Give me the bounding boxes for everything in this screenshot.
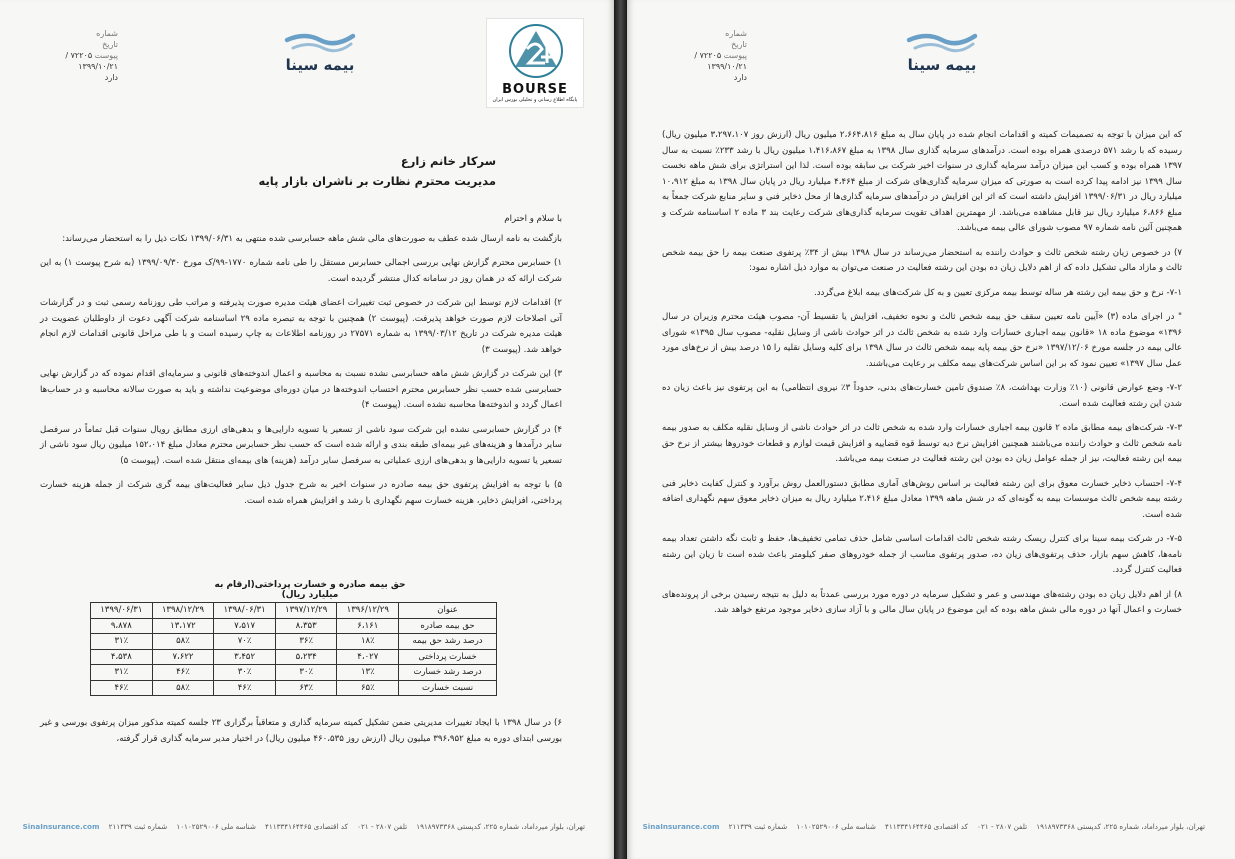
attachment-label: پیوست — [94, 51, 118, 60]
table-header-cell: عنوان — [399, 603, 497, 619]
letter-footer-right — [642, 822, 1205, 831]
bourse-subtitle: پایگاه اطلاع رسانی و تحلیلی بورس ایران — [492, 97, 578, 103]
table-cell: نسبت خسارت — [399, 680, 497, 696]
table-header-cell: ۱۳۹۹/۰۶/۳۱ — [91, 603, 153, 619]
table-cell: ۷،۵۱۷ — [214, 618, 276, 634]
footer-national-id: شناسه ملی ۱۰۱۰۲۵۲۹۰۰۶ — [176, 822, 256, 831]
letter-body-right — [662, 128, 1182, 628]
item-1: ۱) حسابرس محترم گزارش نهایی بررسی اجمالی حسابرس مستقل را طی نامه شماره ۱۷۷۰-۹۹/ک مورخ ۱۳۹۹/۰۹/۳۰ (به شرح پیوست ۱) به این شرکت ارائه که در همان روز در سامانه کدال منتشر گردیده است. — [40, 258, 563, 284]
table-cell: ۵۸٪ — [152, 680, 214, 696]
attachment-row — [58, 50, 118, 61]
footer-econ-code: کد اقتصادی ۴۱۱۳۳۴۱۶۴۴۶۵ — [264, 822, 348, 831]
footer-reg-no: شماره ثبت ۲۱۱۴۳۹ — [728, 822, 788, 831]
table-cell: ۷۰٪ — [214, 634, 276, 650]
table-cell: ۶۵٪ — [337, 680, 399, 696]
item-7-2: ۷-۲- وضع عوارض قانونی (۱۰٪ وزارت بهداشت، ۸٪ صندوق تامین خسارت‌های بدنی، حدوداً ۳٪ نیروی انتظامی) به این پرتفوی نیز باعث زیان ده شدن این رشته فعالیت شده است. — [662, 383, 1183, 409]
item-8: ۸) از اهم دلایل زیان ده بودن رشته‌های مهندسی و عمر و تشکیل سرمایه در دوره مورد بررسی عمدتاً به دلیل به نتیجه رسیدن برخی از پرونده‌های خسارت و اعمال آنها در دوره مالی شش ماهه بوده که این موضوع در پایان سال مالی و با آزاد سازی ذخایر موجود مرتفع خواهد شد. — [662, 589, 1182, 615]
item-7-1: ۷-۱- نرخ و حق بیمه این رشته هر ساله توسط بیمه مرکزی تعیین و به کل شرکت‌های بیمه ابلاغ می‌گردد. — [813, 287, 1182, 298]
table-header-cell: ۱۳۹۸/۱۲/۲۹ — [152, 603, 214, 619]
letter-page-left — [0, 0, 614, 859]
sina-insurance-logo — [887, 26, 997, 76]
table-cell: ۴،۵۳۸ — [91, 649, 153, 665]
item-3: ۳) این شرکت در گزارش شش ماهه حسابرسی نشده نسبت به محاسبه و اعمال اندوخته‌های قانونی و سرمایه‌ای اقدام نموده که در گزارش نهایی حسابرسی شده حسب نظر حسابرس محترم احتساب اندوخته‌ها در میان دوره‌ای موضوعیت نداشته و باید به صورت سالانه محاسبه و در حساب‌ها اعمال گردد و اندوخته‌ها محاسبه نشده است. (پیوست ۴) — [40, 369, 562, 410]
letter-meta — [58, 28, 118, 83]
item-6: ۶) در سال ۱۳۹۸ با ایجاد تغییرات مدیریتی ضمن تشکیل کمیته سرمایه گذاری و متعاقباً برگزاری ۲۳ جلسه کمیته مذکور میزان پرتفوی بورسی و غیر بورسی ابتدای دوره به مبلغ ۳۹۶،۹۵۲ میلیون ریال (ارزش روز ۴۶۰،۵۳۵ میلیون ریال) در اختیار مدیر سرمایه گذاری قرار گرفته، — [40, 718, 562, 744]
attachment-label: پیوست — [723, 51, 747, 60]
table-cell: ۳۰٪ — [275, 665, 337, 681]
number-label: شماره — [725, 29, 747, 38]
item-7: ۷) در خصوص زیان رشته شخص ثالث و حوادث راننده به استحضار می‌رساند در سال ۱۳۹۸ بیش از ۳۴٪ پرتفوی صنعت بیمه را حق بیمه شخص ثالث و مازاد مالی تشکیل داده که از اهم دلایل زیان ده بودن این رشته فعالیت در صنعت می‌توان به موارد ذیل اشاره نمود: — [662, 247, 1182, 273]
table-cell: ۳۰٪ — [214, 665, 276, 681]
table-cell: حق بیمه صادره — [399, 618, 497, 634]
table-cell: ۱۸٪ — [337, 634, 399, 650]
addressee-dept: مدیریت محترم نظارت بر ناشران بازار پایه — [258, 174, 496, 188]
greeting: با سلام و احترام — [504, 214, 562, 224]
letter-footer-left — [22, 822, 585, 831]
table-title: حق بیمه صادره و خسارت پرداختی(ارقام به میلیارد ریال) — [214, 580, 406, 600]
number-label: شماره — [96, 29, 118, 38]
table-row — [91, 649, 497, 665]
addressee-name: سرکار خانم زارع — [400, 154, 496, 168]
item-7-5: ۷-۵- در شرکت بیمه سینا برای کنترل ریسک رشته شخص ثالث اقدامات اساسی شامل حذف تمامی تخفیف‌ها، حفظ و ثابت نگه داشتن تعداد بیمه نامه‌ها، کاهش سهم بازار، حذف پرتفوی‌های زیان ده، صدور پرتفوی مناسب از جمله خودروهای صفر کیلومتر باعث شده است تا زیان این رشته فعالیت کنترل گردد. — [662, 534, 1182, 575]
bourse-word: BOURSE — [502, 82, 568, 97]
table-cell: درصد رشد حق بیمه — [399, 634, 497, 650]
footer-address: تهران، بلوار میرداماد، شماره ۲۲۵، کدپستی ۱۹۱۸۹۷۳۳۶۸ — [1036, 822, 1205, 831]
table-cell: ۷،۶۲۲ — [152, 649, 214, 665]
attachment-row — [687, 50, 747, 61]
table-cell: ۹،۸۷۸ — [91, 618, 153, 634]
table-cell: ۳۱٪ — [91, 665, 153, 681]
table-cell: ۱۳٪ — [337, 665, 399, 681]
table-row — [91, 665, 497, 681]
date-label: تاریخ — [731, 40, 747, 49]
footer-phone: تلفن ۲۸۰۷ - ۰۲۱ — [357, 822, 408, 831]
table-cell: خسارت پرداختی — [399, 649, 497, 665]
item-5: ۵) با توجه به افزایش پرتفوی حق بیمه صادره در سنوات اخیر به شرح جدول ذیل سایر فعالیت‌های بیمه گری شرکت از جمله هزینه خسارت پرداختی، افزایش ذخایر، هزینه خسارت سهم نگهداری با رشد و افزایش همراه شده است. — [40, 480, 562, 506]
footer-address: تهران، بلوار میرداماد، شماره ۲۲۵، کدپستی ۱۹۱۸۹۷۳۳۶۸ — [416, 822, 585, 831]
logo-text: بیمه سینا — [907, 56, 977, 74]
letter-page-right — [627, 0, 1235, 859]
table-cell: ۸،۳۵۳ — [275, 618, 337, 634]
table-row — [91, 634, 497, 650]
table-header-cell: ۱۳۹۶/۱۲/۲۹ — [337, 603, 399, 619]
premium-claims-table — [90, 602, 497, 696]
table-header-cell: ۱۳۹۷/۱۲/۲۹ — [275, 603, 337, 619]
footer-website: SinaInsurance.com — [22, 822, 100, 831]
item-2: ۲) اقدامات لازم توسط این شرکت در خصوص ثبت تغییرات اعضای هیئت مدیره صورت پذیرفته و مراتب طی روزنامه رسمی ثبت و در گزارشات آتی اصلاحات لازم صورت خواهد پذیرفت. (پیوست ۲) همچنین با توجه به تبصره ماده ۲۹ اساسنامه شرکت آگهی دعوت از داوطلبان عضویت در هیئت مدیره شرکت در تاریخ ۱۳۹۹/۰۳/۱۲ به شماره ۲۷۵۷۱ در روزنامه اطلاعات به چاپ رسیده است و با طی مراحل قانونی اقدامات لازم انجام خواهد شد. (پیوست ۳) — [40, 298, 562, 355]
table-row — [91, 618, 497, 634]
table-cell: ۴۶٪ — [214, 680, 276, 696]
footer-reg-no: شماره ثبت ۲۱۱۴۳۹ — [108, 822, 168, 831]
paragraph-continued: که این میزان با توجه به تصمیمات کمیته و اقدامات انجام شده در پایان سال به مبلغ ۲،۶۶۴،۸۱۶ میلیون ریال (ارزش روز ۳،۲۹۷،۱۰۷ میلیون ریال) رسیده که با رشد ۵۷۱ درصدی همراه بوده است. درآمدهای سرمایه گذاری سال ۱۳۹۸ به مبلغ ۱،۴۱۶،۸۶۷ میلیون ریال با رشد ۲۳۳٪ نسبت به سال ۱۳۹۷ همراه بوده و کسب این میزان درآمد سرمایه گذاری در سنوات اخیر شرکت بی سابقه بوده است. لذا این استراتژی برای شش ماهه نخست سال ۱۳۹۹ نیز ادامه پیدا کرده است به صورتی که میزان سرمایه گذاری‌های شرکت از مبلغ ۴،۴۶۴ میلیارد ریال در پایان سال ۱۳۹۸ به مبلغ ۱۰،۹۱۲ میلیارد ریال در ۱۳۹۹/۰۶/۳۱ افزایش داشته است که اثر این افزایش در درآمدهای سرمایه گذاری‌ها از محل ذخایر فنی و سایر منابع شرکت جمعاً به مبلغ ۶،۸۶۶ میلیارد ریال نیز قابل مشاهده می‌باشد. از مهمترین اهداف تقویت سرمایه گذاری‌های شرکت رعایت بند ۳ ماده ۲ اساسنامه شرکت و همچنین آئین نامه شماره ۹۷ مصوب شورای عالی بیمه می‌باشد. — [662, 130, 1183, 233]
item-4: ۴) در گزارش حسابرسی نشده این شرکت سود ناشی از تسعیر یا تسویه دارایی‌ها و بدهی‌های ارزی مطابق رویال سنوات قبل تماماً در سرفصل سایر درآمدها و هزینه‌های غیر بیمه‌ای طبقه بندی و ارائه شده است که حسب نظر حسابرس محترم معادل مبلغ ۱۵۲،۰۱۴ میلیون ریال سود ناشی از تسعیر یا تسویه دارایی‌ها و بدهی‌های ارزی عملیاتی به سرفصل سایر درآمد (هزینه) های بیمه‌ای منتقل شده است. (پیوست ۵) — [40, 424, 563, 466]
number-value: ۷۲۲۰۵ / — [65, 51, 93, 60]
bourse-24-icon — [487, 19, 585, 83]
intro-paragraph: بازگشت به نامه ارسال شده عطف به صورت‌های مالی شش ماهه حسابرسی شده منتهی به ۱۳۹۹/۰۶/۳۱ نکات ذیل را به استحضار می‌رساند: — [62, 233, 562, 244]
table-header-cell: ۱۳۹۸/۰۶/۳۱ — [214, 603, 276, 619]
table-cell: ۳۱٪ — [91, 634, 153, 650]
sina-logo-icon — [265, 26, 375, 76]
table-cell: درصد رشد خسارت — [399, 665, 497, 681]
letter-meta — [687, 28, 747, 83]
date-value: ۱۳۹۹/۱۰/۲۱ — [78, 62, 118, 71]
table-cell: ۱۳،۱۷۲ — [152, 618, 214, 634]
table-header-row — [91, 603, 497, 619]
item-7-4: ۷-۴- احتساب ذخایر خسارت معوق برای این رشته فعالیت بر اساس روش‌های آماری مطابق دستورالعمل روش برآورد و کنترل کفایت ذخایر فنی رشته بیمه شخص ثالث موسسات بیمه به گونه‌ای که در شش ماهه ۱۳۹۹ معادل مبلغ ۲،۴۱۶ میلیارد ریال به میزان ذخایر معوق سهم نگهداری اضافه شده است. — [662, 478, 1182, 520]
attachment-value: دارد — [104, 73, 118, 82]
table-cell: ۶۳٪ — [275, 680, 337, 696]
table-cell: ۴،۰۲۷ — [337, 649, 399, 665]
table-cell: ۵۸٪ — [152, 634, 214, 650]
footer-econ-code: کد اقتصادی ۴۱۱۳۳۴۱۶۴۴۶۵ — [884, 822, 968, 831]
item-7-1-quote: " در اجرای ماده (۳) «آیین نامه تعیین سقف حق بیمه شخص ثالث و نحوه تخفیف، افزایش یا تقسیط آن- مصوب هیئت محترم وزیران در سال ۱۳۹۶» موضوع ماده ۱۸ «قانون بیمه اجباری خسارات وارد شده به شخص ثالث در اثر حوادث ناشی از وسایل نقلیه- مصوب سال ۱۳۹۵» شورای عالی بیمه در جلسه مورخ ۱۳۹۷/۱۲/۰۶ «نرخ حق بیمه پایه بیمه شخص ثالث در سال ۱۳۹۸ برای کلیه وسایل نقلیه را ۱۵ درصد بیش از نرخ‌های مورد عمل سال ۱۳۹۷» تعیین نمود که بر این اساس شرکت‌های بیمه مکلف بر رعایت می‌باشند. — [662, 312, 1183, 369]
date-label: تاریخ — [102, 40, 118, 49]
attachment-value: دارد — [733, 73, 747, 82]
logo-text: بیمه سینا — [285, 56, 355, 74]
footer-website: SinaInsurance.com — [642, 822, 720, 831]
table-cell: ۵،۲۳۴ — [275, 649, 337, 665]
bourse-watermark-logo — [486, 18, 584, 108]
number-value: ۷۲۲۰۵ / — [694, 51, 722, 60]
table-cell: ۳۶٪ — [275, 634, 337, 650]
item-7-3: ۷-۳- شرکت‌های بیمه مطابق ماده ۲ قانون بیمه اجباری خسارات وارد شده به شخص ثالث در اثر حوادث ناشی از وسایل نقلیه مکلف به صدور بیمه نامه شخص ثالث و حوادث راننده می‌باشند همچنین افزایش نرخ دیه توسط قوه قضاییه و افزایش قیمت لوازم و قطعات خودروها بیشتر از نرخ حق بیمه این رشته فعالیت، نیز از جمله عوامل زیان ده بودن این رشته فعالیت در صنعت بیمه می‌باشد. — [662, 423, 1182, 464]
table-cell: ۳،۴۵۲ — [214, 649, 276, 665]
sina-insurance-logo — [265, 26, 375, 76]
footer-national-id: شناسه ملی ۱۰۱۰۲۵۲۹۰۰۶ — [796, 822, 876, 831]
page-spread-gutter — [614, 0, 627, 859]
sina-logo-icon — [887, 26, 997, 76]
footer-phone: تلفن ۲۸۰۷ - ۰۲۱ — [977, 822, 1028, 831]
date-value: ۱۳۹۹/۱۰/۲۱ — [707, 62, 747, 71]
table-cell: ۴۶٪ — [91, 680, 153, 696]
table-cell: ۶،۱۶۱ — [337, 618, 399, 634]
table-row — [91, 680, 497, 696]
table-cell: ۴۶٪ — [152, 665, 214, 681]
letter-body-left — [40, 212, 562, 518]
